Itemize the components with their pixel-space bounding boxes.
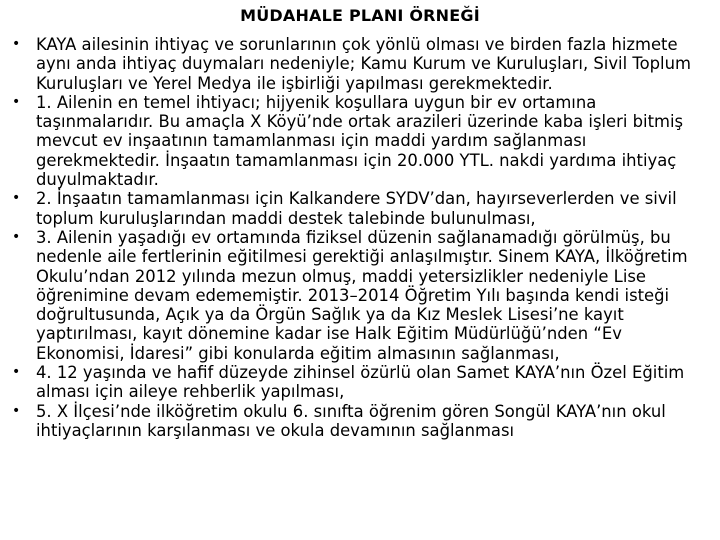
bullet-dot-icon: • bbox=[12, 364, 21, 381]
list-item bbox=[12, 402, 712, 441]
bullet-dot-icon: • bbox=[12, 402, 21, 419]
list-item bbox=[12, 228, 712, 363]
page-title: MÜDAHALE PLANI ÖRNEĞİ bbox=[240, 6, 480, 25]
bullet-text: 5. X İlçesi’nde ilköğretim okulu 6. sınıfta öğrenim gören Songül KAYA’nın okul ihtiyaçlarının karşılanması ve okula devamının sağlanması bbox=[36, 401, 666, 440]
bullet-dot-icon: • bbox=[12, 36, 21, 52]
bullet-dot-icon: • bbox=[12, 190, 21, 207]
bullet-text: KAYA ailesinin ihtiyaç ve sorunlarının çok yönlü olması ve birden fazla hizmete aynı anda ihtiyaç duymaları nedeniyle; Kamu Kurum ve Kuruluşları, Sivil Toplum Kuruluşları ve Yerel Medya ile işbirliği yapılması gerekmektedir. bbox=[36, 35, 691, 93]
bullet-text: 3. Ailenin yaşadığı ev ortamında fiziksel düzenin sağlanamadığı görülmüş, bu nedenle aile fertlerinin eğitilmesi gerektiği anlaşılmıştır. Sinem KAYA, İlköğretim Okulu’ndan 2012 yılında mezun olmuş, maddi yetersizlikler nedeniyle Lise öğrenimine devam edememiştir. 2013–2014 Öğretim Yılı başında kendi isteği doğrultusunda, Açık ya da Örgün Sağlık ya da Kız Meslek Lisesi’ne kayıt yaptırılması, kayıt dönemine kadar ise Halk Eğitim Müdürlüğü’nden “Ev Ekonomisi, İdaresi” gibi konularda eğitim almasının sağlanması, bbox=[36, 227, 688, 363]
list-item bbox=[12, 93, 712, 189]
bullet-dot-icon: • bbox=[12, 228, 21, 245]
bullet-text: 1. Ailenin en temel ihtiyacı; hijyenik koşullara uygun bir ev ortamına taşınmalarıdır. Bu amaçla X Köyü’nde ortak arazileri üzerinde kaba işleri bitmiş mevcut ev inşaatının tamamlanması için maddi yardım sağlanması gerekmektedir. İnşaatın tamamlanması için 20.000 YTL. nakdi yardıma ihtiyaç duyulmaktadır. bbox=[36, 92, 684, 190]
bullet-text: 4. 12 yaşında ve hafif düzeyde zihinsel özürlü olan Samet KAYA’nın Özel Eğitim alması için aileye rehberlik yapılması, bbox=[36, 363, 685, 402]
list-item bbox=[12, 189, 712, 228]
bullet-text: 2. İnşaatın tamamlanması için Kalkandere SYDV’dan, hayırseverlerden ve sivil toplum kuruluşlarından maddi destek talebinde bulunulması, bbox=[36, 189, 677, 228]
list-item bbox=[12, 35, 712, 93]
bullet-list bbox=[12, 35, 712, 440]
list-item bbox=[12, 363, 712, 402]
bullet-dot-icon: • bbox=[12, 93, 21, 110]
